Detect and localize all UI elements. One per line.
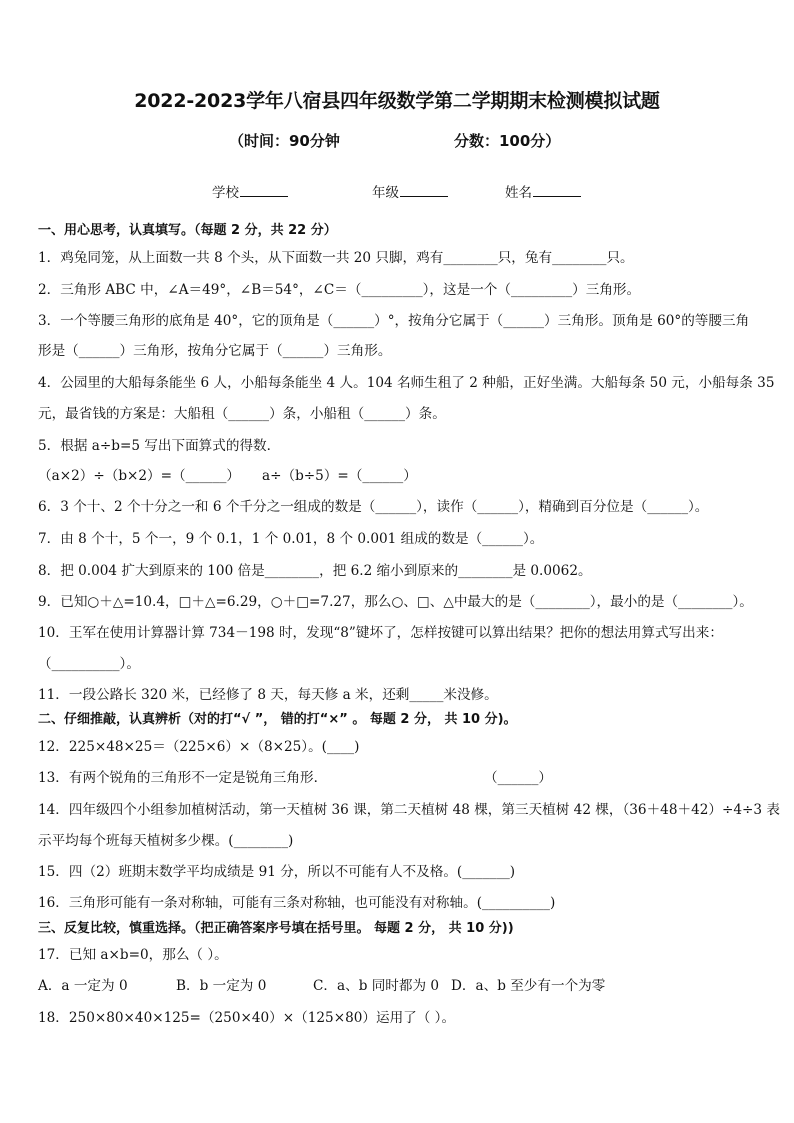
question-10-line-2: （__________）。 <box>38 656 140 672</box>
name-blank[interactable] <box>533 183 581 197</box>
question-14-line-2: 示平均每个班每天植树多少棵。(________) <box>38 833 294 849</box>
question-17-option-b: B．b 一定为 0 <box>176 978 267 994</box>
question-4-line-1: 4．公园里的大船每条能坐 6 人，小船每条能坐 4 人。104 名师生租了 2 种船，正好坐满。大船每条 50 元，小船每条 35 <box>38 375 775 391</box>
question-6: 6．3 个十、2 个十分之一和 6 个千分之一组成的数是（______），读作（______），精确到百分位是（______）。 <box>38 499 709 515</box>
question-13: 13．有两个锐角的三角形不一定是锐角三角形． <box>38 770 328 786</box>
question-17-option-c: C．a、b 同时都为 0 <box>313 978 440 994</box>
question-17: 17．已知 a×b=0，那么（ ）。 <box>38 947 228 963</box>
question-13-answer-blank: （______） <box>484 770 552 786</box>
page-title: 2022-2023学年八宿县四年级数学第二学期期末检测模拟试题 <box>134 90 660 112</box>
section-heading-3: 三、反复比较，慎重选择。（把正确答案序号填在括号里。 每题 2 分， 共 10 分)) <box>38 921 514 936</box>
section-heading-1: 一、用心思考，认真填写。（每题 2 分，共 22 分） <box>38 223 337 238</box>
school-field[interactable] <box>212 181 288 201</box>
question-5: 5．根据 a÷b=5 写出下面算式的得数． <box>38 438 281 454</box>
question-12: 12．225×48×25＝（225×6）×（8×25）。(____) <box>38 739 360 755</box>
question-3-line-1: 3．一个等腰三角形的底角是 40°，它的顶角是（______）°，按角分它属于（______）三角形。顶角是 60°的等腰三角 <box>38 313 750 329</box>
question-17-option-a: A．a 一定为 0 <box>38 978 128 994</box>
question-1: 1．鸡兔同笼，从上面数一共 8 个头，从下面数一共 20 只脚，鸡有________只，兔有________只。 <box>38 250 634 266</box>
question-14-line-1: 14．四年级四个小组参加植树活动，第一天植树 36 课，第二天植树 48 棵，第三天植树 42 棵，（36＋48＋42）÷4÷3 表 <box>38 802 780 818</box>
question-10-line-1: 10．王军在使用计算器计算 734－198 时，发现“8”键坏了，怎样按键可以算出结果？把你的想法用算式写出来： <box>38 625 723 641</box>
grade-blank[interactable] <box>400 183 448 197</box>
question-8: 8．把 0.004 扩大到原来的 100 倍是________，把 6.2 缩小到原来的________是 0.0062。 <box>38 563 592 579</box>
question-5-part-b: a÷（b÷5）=（______） <box>262 468 417 484</box>
section-heading-2: 二、仔细推敲，认真辨析（对的打“√ ”， 错的打“×” 。 每题 2 分， 共 10 分)。 <box>38 712 517 727</box>
question-7: 7．由 8 个十，5 个一，9 个 0.1，1 个 0.01，8 个 0.001 组成的数是（______）。 <box>38 531 544 547</box>
school-label: 学校 <box>212 185 239 201</box>
exam-time: （时间：90分钟 <box>229 132 340 150</box>
school-blank[interactable] <box>240 183 288 197</box>
name-label: 姓名 <box>505 185 532 201</box>
name-field[interactable] <box>505 181 581 201</box>
question-9: 9．已知○＋△=10.4，□＋△=6.29，○＋□=7.27，那么○、□、△中最大的是（________），最小的是（________）。 <box>38 594 753 610</box>
question-3-line-2: 形是（______）三角形，按角分它属于（______）三角形。 <box>38 343 392 359</box>
question-18: 18．250×80×40×125=（250×40）×（125×80）运用了（ ）。 <box>38 1010 456 1026</box>
question-15: 15．四（2）班期末数学平均成绩是 91 分，所以不可能有人不及格。(_______) <box>38 864 516 880</box>
question-2: 2．三角形 ABC 中，∠A＝49°，∠B＝54°，∠C＝（_________），这是一个（_________）三角形。 <box>38 282 641 298</box>
exam-score: 分数：100分） <box>454 132 561 150</box>
question-11: 11．一段公路长 320 米，已经修了 8 天，每天修 a 米，还剩_____米没修。 <box>38 687 498 703</box>
grade-label: 年级 <box>372 185 399 201</box>
question-4-line-2: 元，最省钱的方案是：大船租（______）条，小船租（______）条。 <box>38 406 446 422</box>
question-5-part-a: （a×2）÷（b×2）=（______） <box>38 468 241 484</box>
grade-field[interactable] <box>372 181 448 201</box>
question-16: 16．三角形可能有一条对称轴，可能有三条对称轴，也可能没有对称轴。(__________) <box>38 895 556 911</box>
question-17-option-d: D．a、b 至少有一个为零 <box>451 978 606 994</box>
